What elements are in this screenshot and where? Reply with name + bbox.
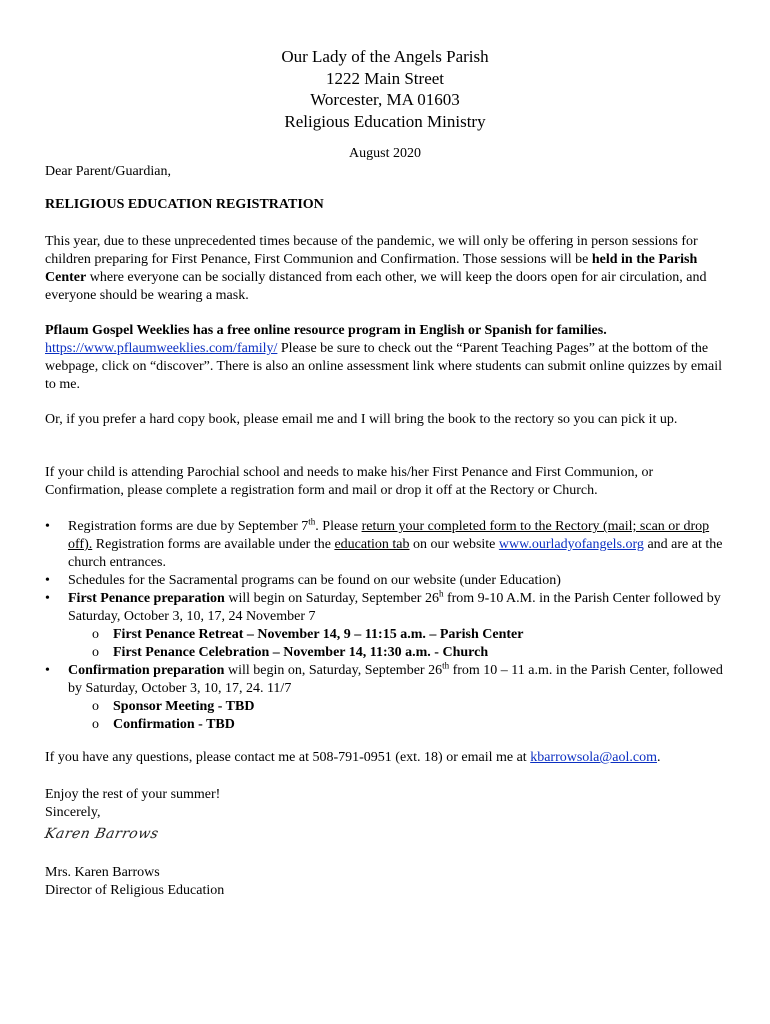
sub-penance-retreat: o First Penance Retreat – November 14, 9 – 11:15 a.m. – Parish Center	[45, 626, 727, 644]
city-state-zip: Worcester, MA 01603	[310, 90, 460, 109]
signer-name: Mrs. Karen Barrows	[45, 865, 160, 880]
b1-text-e: and are at the church entrances.	[68, 537, 723, 570]
b1-underline-return: return your completed form to the Rectory (mail; scan or drop off).	[68, 519, 710, 552]
contact-period: .	[657, 750, 661, 765]
bullet-schedules: • Schedules for the Sacramental programs can be found on our website (under Education)	[45, 572, 727, 590]
salutation: Dear Parent/Guardian,	[45, 164, 171, 179]
b3-text-b: from 9-10 A.M. in the Parish Center followed by Saturday, October 3, 10, 17, 24 November 7	[68, 591, 721, 624]
b1-sup: th	[308, 516, 316, 527]
ministry-name: Religious Education Ministry	[284, 111, 486, 131]
letter-heading: RELIGIOUS EDUCATION REGISTRATION	[45, 197, 324, 212]
b3-bold: First Penance preparation	[68, 591, 225, 606]
paragraph-pflaum	[45, 322, 727, 394]
paragraph-pandemic	[45, 233, 727, 305]
letterhead	[0, 46, 770, 132]
p1-text-a: This year, due to these unprecedented times because of the pandemic, we will only be offering in person sessions for children preparing for First Penance, First Communion and Confirmation. Those sessions will be	[45, 234, 698, 267]
signer-title: Director of Religious Education	[45, 883, 225, 898]
website-link[interactable]: www.ourladyofangels.org	[498, 537, 644, 552]
contact-text: If you have any questions, please contact me at 508-791-0951 (ext. 18) or email me at	[45, 750, 531, 765]
parish-name: Our Lady of the Angels Parish	[281, 47, 489, 66]
email-link[interactable]: kbarrowsola@aol.com	[530, 750, 657, 765]
pflaum-link[interactable]: https://www.pflaumweeklies.com/family/	[45, 341, 278, 356]
letter-date: August 2020	[349, 146, 421, 161]
b1-text-b: . Please	[315, 519, 362, 534]
bullet-first-penance	[45, 590, 727, 662]
paragraph-contact	[45, 749, 727, 767]
b1-text-a: Registration forms are due by September 7	[68, 519, 309, 534]
bullet-list	[45, 518, 727, 734]
b1-text-d: on our website	[409, 537, 499, 552]
b4-text-b: from 10 – 11 a.m. in the Parish Center, followed by Saturday, October 3, 10, 17, 24. 11/7	[68, 663, 723, 696]
bullet-registration	[45, 518, 727, 572]
street-address: 1222 Main Street	[325, 68, 445, 88]
b4-bold: Confirmation preparation	[68, 663, 225, 678]
pflaum-bold-text: Pflaum Gospel Weeklies has a free online resource program in English or Spanish for families.	[45, 323, 607, 338]
b4-text-a: will begin on, Saturday, September 26	[224, 663, 443, 678]
b3-sup: h	[438, 588, 444, 599]
b3-text-a: will begin on Saturday, September 26	[224, 591, 439, 606]
bullet-confirmation	[45, 662, 727, 734]
paragraph-hard-copy: Or, if you prefer a hard copy book, please email me and I will bring the book to the rectory so you can pick it up.	[45, 412, 678, 427]
sub-penance-celebration: o First Penance Celebration – November 14, 11:30 a.m. - Church	[45, 644, 727, 662]
paragraph-parochial: If your child is attending Parochial school and needs to make his/her First Penance and First Communion, or Confirmation, please complete a registration form and mail or drop it off at the Rectory or Church.	[45, 465, 654, 498]
b4-sup: th	[442, 660, 450, 671]
b1-underline-education-tab: education tab	[334, 537, 410, 552]
closing-sincerely: Sincerely,	[45, 805, 101, 820]
closing-enjoy: Enjoy the rest of your summer!	[45, 787, 221, 802]
p1-bold-text: held in the Parish Center	[45, 252, 698, 285]
sub-sponsor-meeting: o Sponsor Meeting - TBD	[45, 698, 727, 716]
b1-text-c: Registration forms are available under the	[92, 537, 335, 552]
p1-text-b: where everyone can be socially distanced from each other, we will keep the doors open for air circulation, and everyone should be wearing a mask.	[45, 270, 707, 303]
handwritten-signature: Karen Barrows	[43, 826, 161, 842]
sub-confirmation: o Confirmation - TBD	[45, 716, 727, 734]
pflaum-text: Please be sure to check out the “Parent Teaching Pages” at the bottom of the webpage, click on “discover”. There is also an online assessment link where students can submit online quizzes by email to me.	[45, 341, 722, 392]
